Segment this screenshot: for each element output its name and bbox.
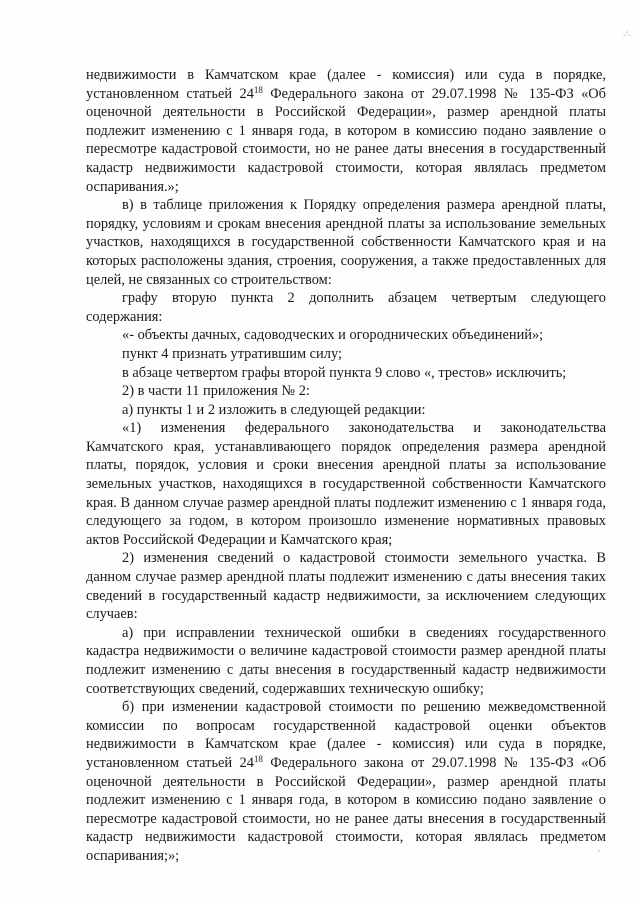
paragraph-text: графу вторую пункта 2 дополнить абзацем четвертым следующего содержания: — [86, 290, 606, 325]
paragraph-text: пункт 4 признать утратившим силу; — [122, 345, 342, 362]
paragraph — [86, 364, 606, 383]
superscript: 18 — [253, 84, 263, 95]
corner-mark: -; — [621, 30, 633, 37]
paragraph — [86, 66, 606, 196]
paragraph-text: Федерального закона от 29.07.1998 № 135-ФЗ «Об оценочной деятельности в Российской Федерации», размер арендной платы подлежит изменению с 1 января года, в котором в комиссию подано заявление о пересмотре кадастровой стоимости, но не ранее даты внесения в государственный кадастр недвижимости кадастровой стоимости, которая являлась предметом оспаривания;»; — [86, 754, 606, 864]
paragraph-text: «1) изменения федерального законодательства и законодательства Камчатского края, устанавливающего порядок определения размера арендной платы, порядок, условия и сроки внесения арендной платы за использование земельных участков, находящихся в государственной собственности Камчатского края. В данном случае размер арендной платы подлежит изменению с 1 января года, следующего за годом, в котором произошло изменение нормативных правовых актов Российской Федерации и Камчатского края; — [86, 420, 606, 548]
paragraph-text: недвижимости в Камчатском крае (далее - комиссия) или суда в порядке, установленном статьей 24 — [86, 67, 606, 102]
paragraph-text: а) при исправлении технической ошибки в сведениях государственного кадастра недвижимости о величине кадастровой стоимости размер арендной платы подлежит изменению с даты внесения в государственный кадастр недвижимости соответствующих сведений, содержавших техническую ошибку; — [86, 624, 606, 697]
paragraph — [86, 196, 606, 289]
paragraph — [86, 419, 606, 549]
paragraph-text: а) пункты 1 и 2 изложить в следующей редакции: — [122, 401, 426, 418]
paragraph-text: Федерального закона от 29.07.1998 № 135-ФЗ «Об оценочной деятельности в Российской Федерации», размер арендной платы подлежит изменению с 1 января года, в котором в комиссию подано заявление о пересмотре кадастровой стоимости, но не ранее даты внесения в государственный кадастр недвижимости кадастровой стоимости, которая являлась предметом оспаривания.»; — [86, 85, 606, 195]
paragraph-text: б) при изменении кадастровой стоимости по решению межведомственной комиссии по вопросам государственной кадастровой оценки объектов недвижимости в Камчатском крае (далее - комиссия) или суда в порядке, установленном статьей 24 — [86, 699, 606, 771]
paragraph — [86, 289, 606, 326]
paragraph — [86, 624, 606, 698]
paragraph — [86, 382, 606, 401]
paragraph-text: «- объекты дачных, садоводческих и огороднических объединений»; — [122, 327, 544, 344]
paragraph-text: в) в таблице приложения к Порядку определения размера арендной платы, порядку, условиям и срокам внесения арендной платы за использование земельных участков, находящихся в государственной собственности Камчатского края и на которых расположены здания, строения, сооружения, а также предоставленных для целей, не связанных со строительством: — [86, 197, 606, 288]
paragraph-text: в абзаце четвертом графы второй пункта 9 слово «, трестов» исключить; — [122, 364, 567, 381]
paragraph-text: 2) в части 11 приложения № 2: — [122, 383, 310, 400]
paragraph-text: 2) изменения сведений о кадастровой стоимости земельного участка. В данном случае размер арендной платы подлежит изменению с даты внесения таких сведений в государственный кадастр недвижимости, за исключением следующих случаев: — [86, 550, 606, 623]
paragraph — [86, 345, 606, 364]
paragraph — [86, 326, 606, 345]
paragraph — [86, 549, 606, 623]
paragraph — [86, 401, 606, 420]
superscript: 18 — [253, 753, 263, 764]
document-body — [86, 66, 606, 866]
paragraph — [86, 698, 606, 865]
